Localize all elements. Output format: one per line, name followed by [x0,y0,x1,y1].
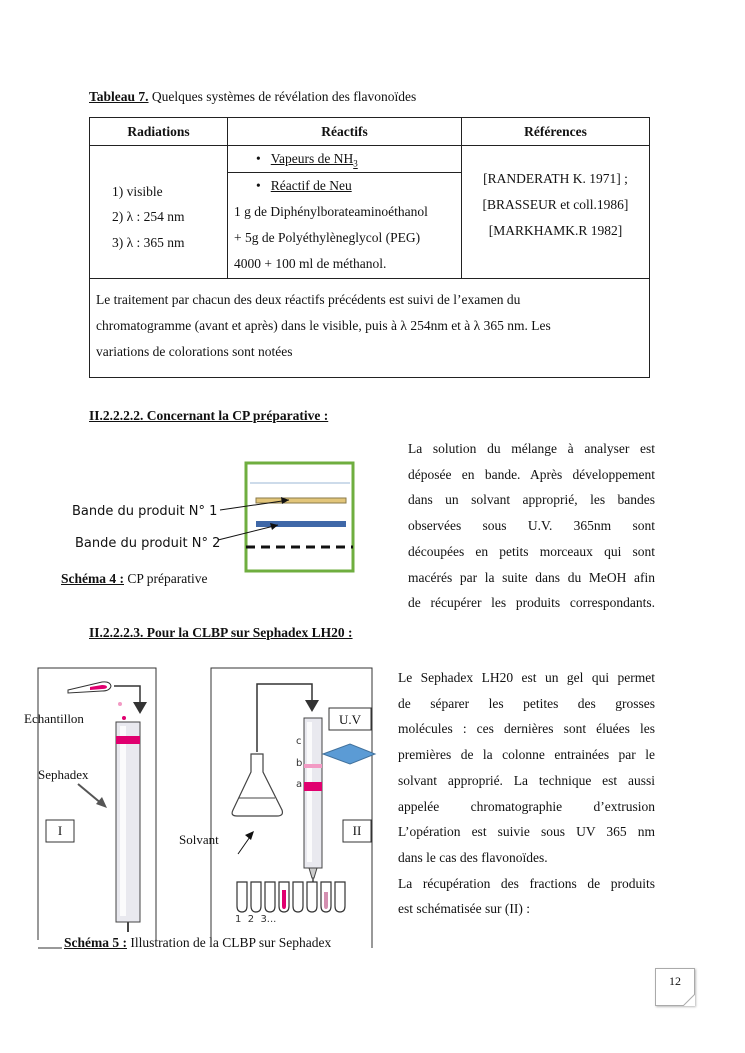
fraction-tube [335,882,345,912]
zone-b-band [304,764,322,768]
radiation-365: 3) λ : 365 nm [112,234,185,250]
arrowhead-icon [305,700,319,712]
label-solvant: Solvant [179,832,219,847]
section-heading-cp: II.2.2.2.2. Concernant la CP préparative : [89,408,329,423]
uv-lamp-icon [323,744,375,764]
reactif-neu: • Réactif de Neu 1 g de Diphénylborateaminoéthanol + 5g de Polyéthylèneglycol (PEG) 4000 + 100 ml de méthanol. [234,178,428,271]
arrowhead-icon [96,797,107,808]
band-product-1 [256,498,346,503]
schema-5-caption: Schéma 5 : Illustration de la CLBP sur Sephadex [64,935,332,950]
header-references: Références [462,118,650,146]
label-band-1: Bande du produit N° 1 [72,504,218,519]
clbp-diagram [30,660,390,950]
label-panel-2: II [352,823,362,838]
arrowhead-icon [133,702,147,714]
column-1 [116,722,140,922]
label-zone-b: b [296,758,303,769]
fraction-content [282,890,286,909]
section-heading-clbp: II.2.2.2.3. Pour la CLBP sur Sephadex LH20 : [89,625,353,640]
cell-footer-note: Le traitement par chacun des deux réactifs précédents est suivi de l’examen du chromatogramme (avant et après) dans le visible, puis à λ 254nm et à λ 365 nm. Les variations de colorations sont notées [90,279,650,378]
column-2 [304,718,322,868]
clbp-description: Le Sephadex LH20 est un gel qui permet de séparer les petites des grosses molécules : ces dernières sont éluées les premières de la colonne entrainées par le solvant approprié. La technique est aussi appelée chromatographie d’extrusion L’opération est suivie sous UV 365 nm dans le cas des flavonoïdes. La récupération des fractions de produits est schématisée sur (II) : [398,670,655,917]
page-number-box [655,968,695,1006]
fraction-tubes [237,882,345,912]
label-panel-1: I [57,823,63,838]
column-2-tip [309,868,317,878]
page-curl-icon [683,994,695,1006]
header-radiations: Radiations [90,118,228,146]
table-caption: Tableau 7. Quelques systèmes de révélation des flavonoïdes [89,89,417,104]
arrowhead-icon [245,831,254,840]
cp-description: La solution du mélange à analyser est déposée en bande. Après développement dans un solvant approprié, les bandes observées sous U.V. 365nm sont découpées en petits morceaux qui sont macérés par la suite dans du MeOH afin de récupérer les produits correspondants. [408,441,655,611]
drop [118,702,122,706]
zone-a-band [304,782,322,791]
column-shine [120,726,126,916]
fraction-tube [237,882,247,912]
cell-reactifs [228,146,462,279]
schema-4-caption: Schéma 4 : CP préparative [61,571,208,586]
label-zone-a: a [296,779,303,790]
page-number: 12 [669,974,681,988]
label-uv: U.V [338,712,362,727]
sephadex-pointer [78,784,102,804]
solvent-flask [232,754,282,816]
fraction-tube [265,882,275,912]
drop [122,716,126,720]
table-header-row [90,118,650,146]
table-revelation-systems [89,117,650,378]
cell-radiations [90,146,228,279]
sample-band [116,736,140,744]
band-product-2 [256,521,346,527]
label-echantillon: Echantillon [24,711,84,726]
table-row [90,146,650,279]
label-sephadex: Sephadex [38,767,89,782]
reactif-nh3: • Vapeurs de $NH_3$ [228,146,461,173]
fraction-tube [293,882,303,912]
fraction-tube [307,882,317,912]
fraction-tube [251,882,261,912]
cell-references: [RANDERATH K. 1971] ; [BRASSEUR et coll.1986] [MARKHAMK.R 1982] [462,146,650,279]
label-band-2: Bande du produit N° 2 [75,536,221,551]
radiation-visible: 1) visible [112,183,163,199]
plate-frame [246,463,353,571]
fraction-content [324,892,328,909]
column-shine [307,722,312,862]
feed-line [114,686,140,702]
table-footer-row [90,279,650,378]
label-zone-c: c [296,736,302,747]
radiation-254: 2) λ : 254 nm [112,209,185,225]
header-reactifs: Réactifs [228,118,462,146]
label-tube-numbers: 1 2 3... [235,914,277,925]
